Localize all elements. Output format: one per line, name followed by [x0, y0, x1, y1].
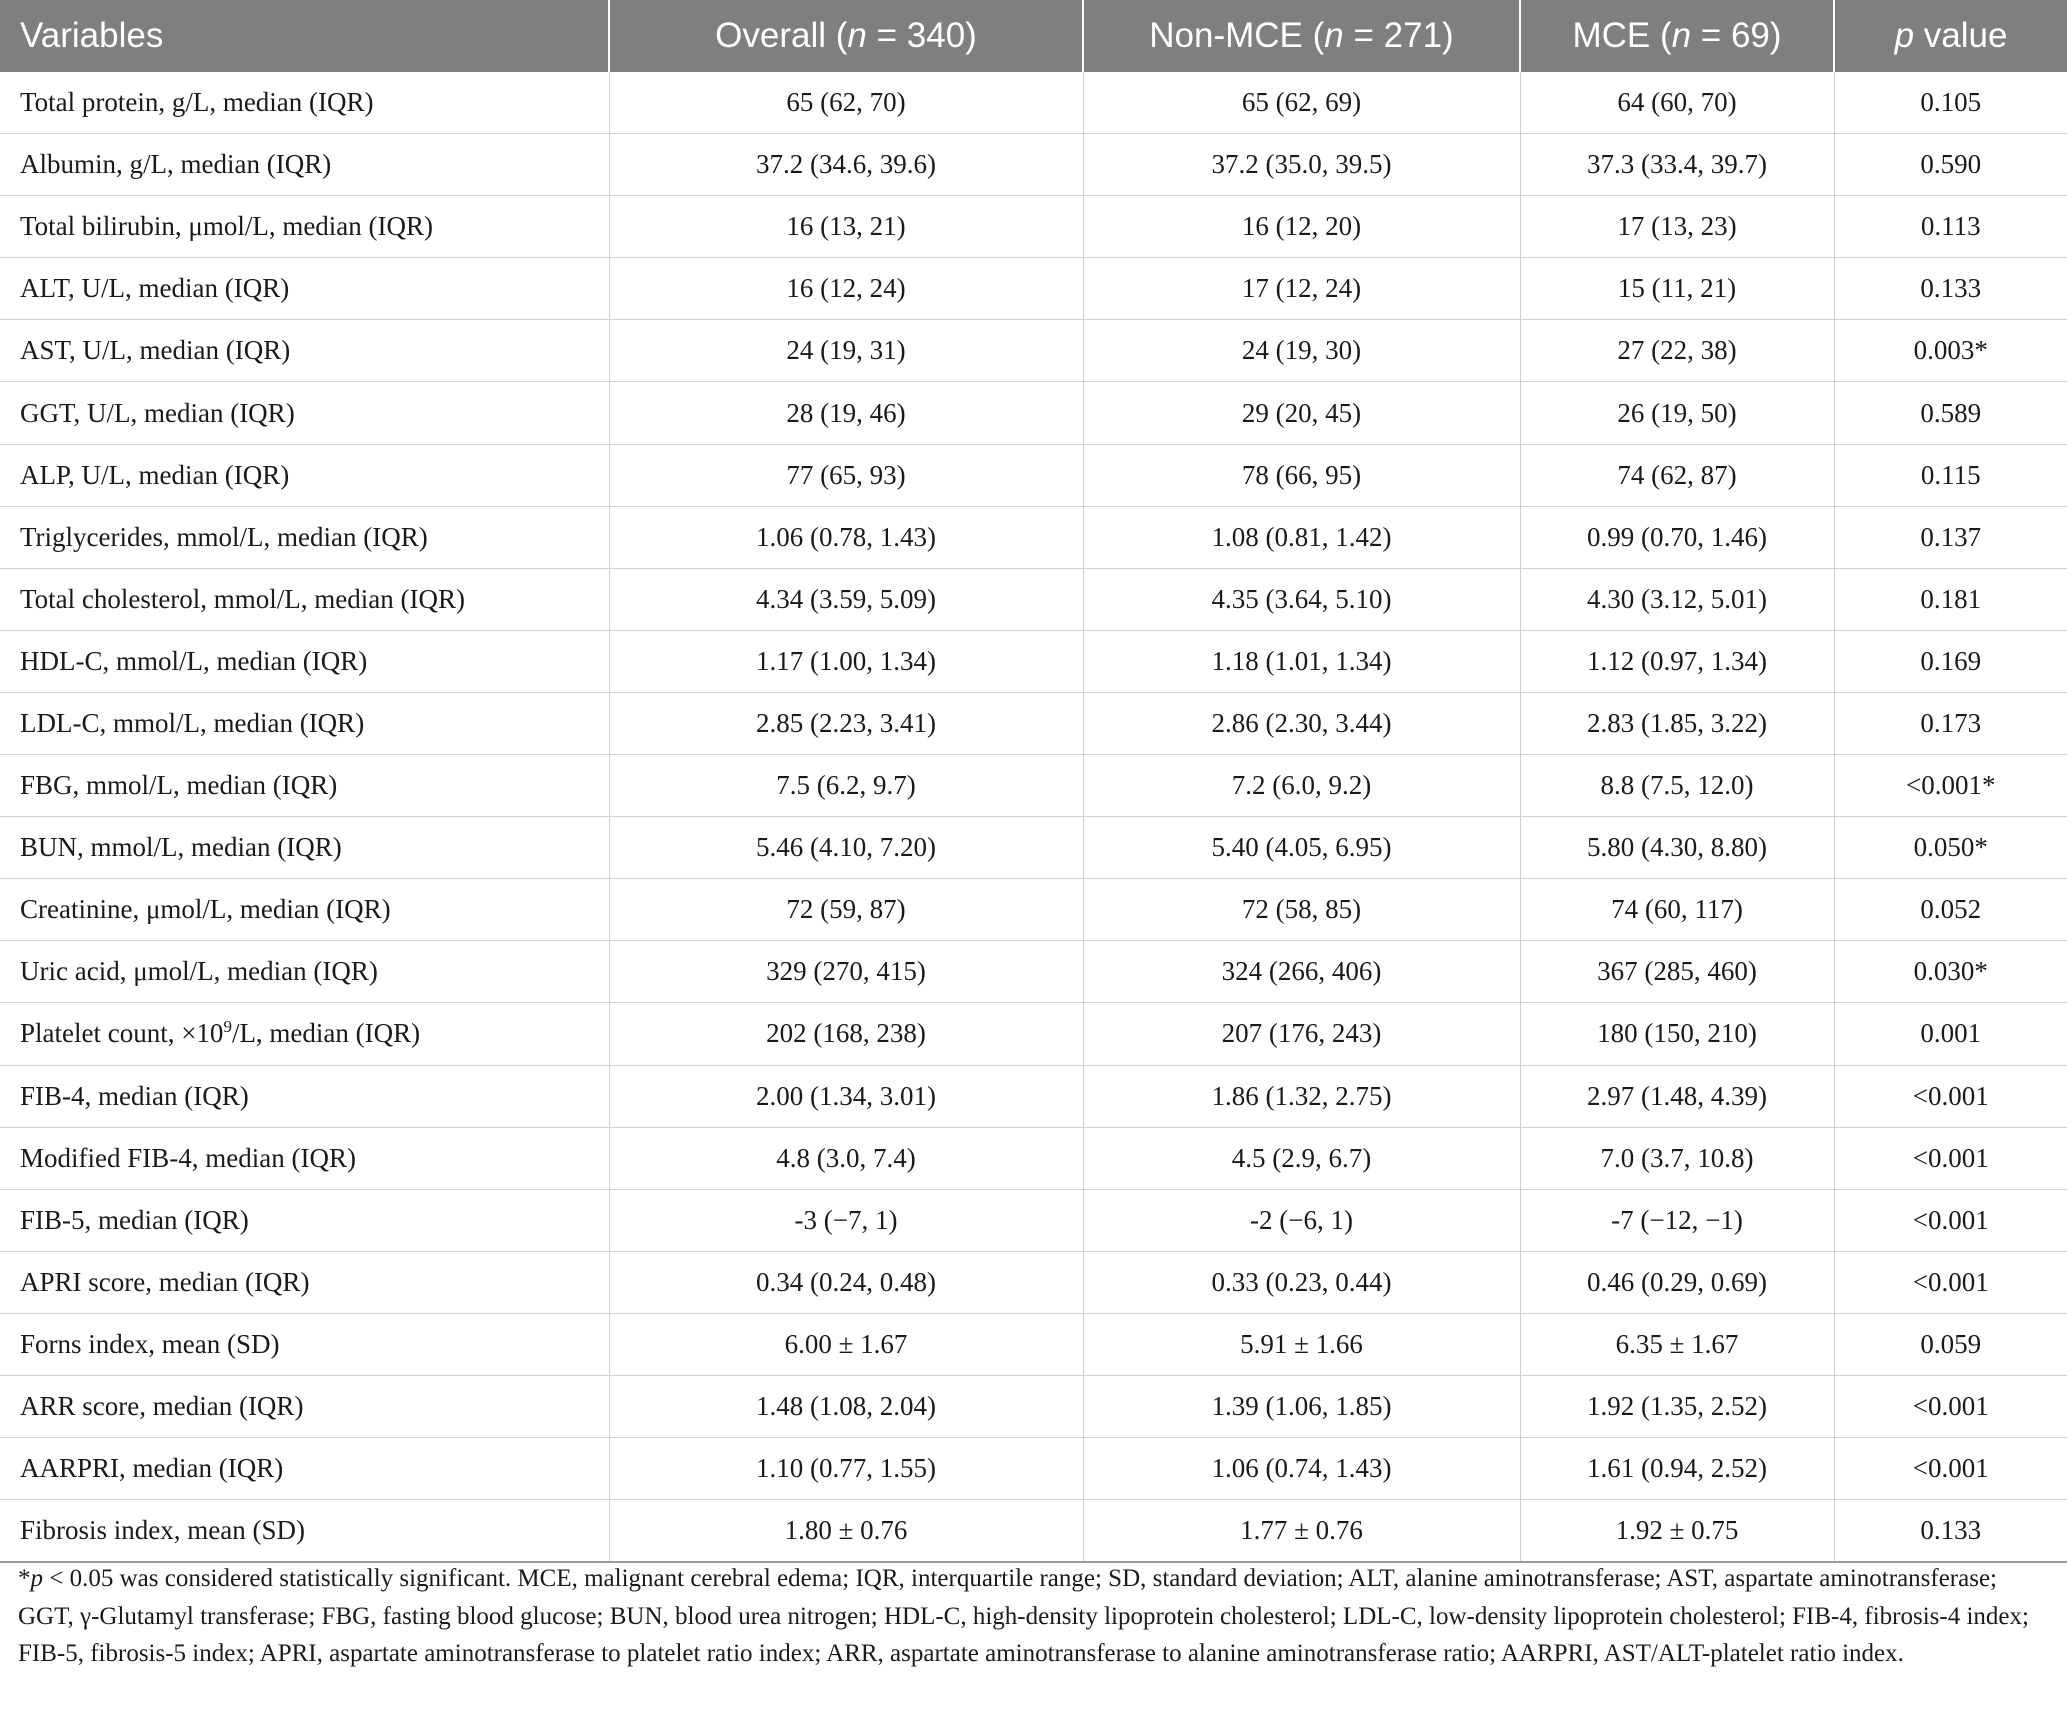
cell-variable [0, 1189, 609, 1251]
table-row [0, 72, 2067, 134]
cell-p-value: <0.001 [1834, 1189, 2067, 1251]
table-header-row [0, 0, 2067, 72]
table-row [0, 1251, 2067, 1313]
cell-mce: 1.12 (0.97, 1.34) [1520, 630, 1834, 692]
header-italic-symbol: n [1324, 16, 1344, 55]
header-text: Variables [20, 16, 164, 55]
header-mce [1520, 0, 1834, 72]
header-variables [0, 0, 609, 72]
cell-mce: 2.97 (1.48, 4.39) [1520, 1065, 1834, 1127]
cell-p-value: 0.589 [1834, 382, 2067, 444]
cell-p-value: 0.133 [1834, 258, 2067, 320]
table-row [0, 444, 2067, 506]
footnote-p-symbol: p [30, 1565, 43, 1592]
variable-label: FBG, mmol/L, median (IQR) [20, 770, 338, 801]
cell-overall: 329 (270, 415) [609, 941, 1083, 1003]
variable-label: Uric acid, μmol/L, median (IQR) [20, 956, 378, 987]
cell-non-mce: 17 (12, 24) [1083, 258, 1520, 320]
cell-variable [0, 692, 609, 754]
cell-p-value: 0.137 [1834, 506, 2067, 568]
header-text: Non-MCE ( [1149, 16, 1325, 55]
cell-overall: 6.00 ± 1.67 [609, 1313, 1083, 1375]
variable-label: ALP, U/L, median (IQR) [20, 459, 290, 490]
cell-overall: 16 (13, 21) [609, 196, 1083, 258]
table-row [0, 879, 2067, 941]
variable-label: FIB-5, median (IQR) [20, 1204, 249, 1235]
cell-overall: 1.48 (1.08, 2.04) [609, 1375, 1083, 1437]
cell-non-mce: 1.77 ± 0.76 [1083, 1500, 1520, 1563]
cell-p-value: 0.181 [1834, 568, 2067, 630]
cell-non-mce: 2.86 (2.30, 3.44) [1083, 692, 1520, 754]
table-row [0, 1375, 2067, 1437]
cell-p-value: <0.001 [1834, 1251, 2067, 1313]
cell-non-mce: 4.35 (3.64, 5.10) [1083, 568, 1520, 630]
table-row [0, 1500, 2067, 1563]
cell-variable [0, 196, 609, 258]
header-italic-symbol: n [1671, 16, 1692, 55]
cell-p-value: <0.001 [1834, 1127, 2067, 1189]
cell-p-value: <0.001* [1834, 755, 2067, 817]
cell-overall: 24 (19, 31) [609, 320, 1083, 382]
cell-non-mce: 207 (176, 243) [1083, 1003, 1520, 1065]
cell-p-value: 0.003* [1834, 320, 2067, 382]
cell-variable [0, 72, 609, 134]
cell-overall: -3 (−7, 1) [609, 1189, 1083, 1251]
cell-non-mce: 29 (20, 45) [1083, 382, 1520, 444]
cell-overall: 4.8 (3.0, 7.4) [609, 1127, 1083, 1189]
cell-mce: 74 (62, 87) [1520, 444, 1834, 506]
table-row [0, 382, 2067, 444]
header-text: = 340) [866, 16, 977, 55]
header-italic-symbol: n [847, 16, 867, 55]
cell-overall: 65 (62, 70) [609, 72, 1083, 134]
variable-label: FIB-4, median (IQR) [20, 1080, 249, 1111]
variable-label: Total cholesterol, mmol/L, median (IQR) [20, 583, 465, 614]
cell-p-value: 0.105 [1834, 72, 2067, 134]
cell-mce: 1.92 ± 0.75 [1520, 1500, 1834, 1563]
header-text: value [1914, 16, 2008, 55]
cell-p-value: 0.169 [1834, 630, 2067, 692]
cell-non-mce: 324 (266, 406) [1083, 941, 1520, 1003]
table-row [0, 320, 2067, 382]
cell-p-value: <0.001 [1834, 1065, 2067, 1127]
header-overall [609, 0, 1083, 72]
cell-mce: 0.99 (0.70, 1.46) [1520, 506, 1834, 568]
variable-label: Forns index, mean (SD) [20, 1328, 280, 1359]
table-row [0, 692, 2067, 754]
variable-label: AST, U/L, median (IQR) [20, 335, 291, 366]
cell-variable [0, 1500, 609, 1563]
cell-p-value: 0.113 [1834, 196, 2067, 258]
cell-non-mce: 7.2 (6.0, 9.2) [1083, 755, 1520, 817]
cell-p-value: <0.001 [1834, 1438, 2067, 1500]
cell-overall: 4.34 (3.59, 5.09) [609, 568, 1083, 630]
cell-non-mce: 1.39 (1.06, 1.85) [1083, 1375, 1520, 1437]
cell-variable [0, 382, 609, 444]
cell-variable [0, 1438, 609, 1500]
cell-p-value: 0.050* [1834, 817, 2067, 879]
header-p-value [1834, 0, 2067, 72]
cell-overall: 2.00 (1.34, 3.01) [609, 1065, 1083, 1127]
variable-label: BUN, mmol/L, median (IQR) [20, 832, 342, 863]
cell-mce: 6.35 ± 1.67 [1520, 1313, 1834, 1375]
table-row [0, 755, 2067, 817]
cell-non-mce: 1.18 (1.01, 1.34) [1083, 630, 1520, 692]
table-row [0, 258, 2067, 320]
table-row [0, 941, 2067, 1003]
cell-variable [0, 1003, 609, 1065]
cell-non-mce: 72 (58, 85) [1083, 879, 1520, 941]
cell-mce: 74 (60, 117) [1520, 879, 1834, 941]
table-row [0, 1127, 2067, 1189]
variable-label: Total protein, g/L, median (IQR) [20, 87, 374, 118]
cell-variable [0, 1375, 609, 1437]
variable-label: LDL-C, mmol/L, median (IQR) [20, 707, 365, 738]
cell-variable [0, 1251, 609, 1313]
cell-non-mce: 1.08 (0.81, 1.42) [1083, 506, 1520, 568]
table-row [0, 1065, 2067, 1127]
cell-p-value: 0.001 [1834, 1003, 2067, 1065]
cell-non-mce: 1.06 (0.74, 1.43) [1083, 1438, 1520, 1500]
cell-non-mce: -2 (−6, 1) [1083, 1189, 1520, 1251]
cell-overall: 37.2 (34.6, 39.6) [609, 134, 1083, 196]
cell-overall: 77 (65, 93) [609, 444, 1083, 506]
table-row [0, 506, 2067, 568]
cell-mce: 1.92 (1.35, 2.52) [1520, 1375, 1834, 1437]
cell-p-value: 0.115 [1834, 444, 2067, 506]
cell-mce: 27 (22, 38) [1520, 320, 1834, 382]
cell-overall: 1.06 (0.78, 1.43) [609, 506, 1083, 568]
cell-overall: 28 (19, 46) [609, 382, 1083, 444]
cell-overall: 72 (59, 87) [609, 879, 1083, 941]
cell-variable [0, 630, 609, 692]
cell-variable [0, 941, 609, 1003]
variable-label: Fibrosis index, mean (SD) [20, 1515, 305, 1546]
cell-variable [0, 1127, 609, 1189]
table-row [0, 817, 2067, 879]
cell-mce: 0.46 (0.29, 0.69) [1520, 1251, 1834, 1313]
variable-label: APRI score, median (IQR) [20, 1266, 310, 1297]
cell-mce: 64 (60, 70) [1520, 72, 1834, 134]
cell-mce: 15 (11, 21) [1520, 258, 1834, 320]
cell-variable [0, 879, 609, 941]
cell-variable [0, 1313, 609, 1375]
variable-label: AARPRI, median (IQR) [20, 1453, 284, 1484]
cell-variable [0, 1065, 609, 1127]
cell-mce: 1.61 (0.94, 2.52) [1520, 1438, 1834, 1500]
header-text: Overall ( [715, 16, 848, 55]
cell-mce: 4.30 (3.12, 5.01) [1520, 568, 1834, 630]
header-text: = 69) [1691, 16, 1782, 55]
table-row [0, 196, 2067, 258]
variable-label: Modified FIB-4, median (IQR) [20, 1142, 356, 1173]
cell-overall: 5.46 (4.10, 7.20) [609, 817, 1083, 879]
table-row [0, 568, 2067, 630]
cell-overall: 0.34 (0.24, 0.48) [609, 1251, 1083, 1313]
footnote-text: < 0.05 was considered statistically significant. MCE, malignant cerebral edema; IQR, interquartile range; SD, standard deviation; ALT, alanine aminotransferase; AST, aspartate aminotransferase; GGT, γ-Glutamyl transferase; FBG, fasting blood glucose; BUN, blood urea nitrogen; HDL-C, high-density lipoprotein cholesterol; LDL-C, low-density lipoprotein cholesterol; FIB-4, fibrosis-4 index; FIB-5, fibrosis-5 index; APRI, aspartate aminotransferase to platelet ratio index; ARR, aspartate aminotransferase to alanine aminotransferase ratio; AARPRI, AST/ALT-platelet ratio index. [18, 1565, 2029, 1667]
variable-label: ARR score, median (IQR) [20, 1391, 304, 1422]
cell-variable [0, 258, 609, 320]
cell-overall: 2.85 (2.23, 3.41) [609, 692, 1083, 754]
cell-mce: 17 (13, 23) [1520, 196, 1834, 258]
cell-non-mce: 37.2 (35.0, 39.5) [1083, 134, 1520, 196]
cell-p-value: 0.059 [1834, 1313, 2067, 1375]
cell-mce: 5.80 (4.30, 8.80) [1520, 817, 1834, 879]
cell-mce: 367 (285, 460) [1520, 941, 1834, 1003]
cell-non-mce: 24 (19, 30) [1083, 320, 1520, 382]
cell-non-mce: 1.86 (1.32, 2.75) [1083, 1065, 1520, 1127]
table-row [0, 1313, 2067, 1375]
cell-p-value: 0.590 [1834, 134, 2067, 196]
table-row [0, 1189, 2067, 1251]
cell-p-value: 0.030* [1834, 941, 2067, 1003]
table-body [0, 72, 2067, 1562]
cell-variable [0, 444, 609, 506]
cell-variable [0, 568, 609, 630]
variable-label: Total bilirubin, μmol/L, median (IQR) [20, 211, 434, 242]
table-footnote [18, 1560, 2038, 1673]
cell-variable [0, 506, 609, 568]
variable-label-suffix: /L, median (IQR) [231, 1018, 421, 1049]
header-italic-symbol: p [1894, 16, 1915, 55]
variable-label: HDL-C, mmol/L, median (IQR) [20, 645, 368, 676]
cell-overall: 1.10 (0.77, 1.55) [609, 1438, 1083, 1500]
footnote-star: * [18, 1565, 31, 1592]
cell-variable [0, 755, 609, 817]
cell-non-mce: 4.5 (2.9, 6.7) [1083, 1127, 1520, 1189]
cell-mce: 8.8 (7.5, 12.0) [1520, 755, 1834, 817]
variable-label: Albumin, g/L, median (IQR) [20, 149, 332, 180]
header-non-mce [1083, 0, 1520, 72]
cell-mce: -7 (−12, −1) [1520, 1189, 1834, 1251]
cell-overall: 1.80 ± 0.76 [609, 1500, 1083, 1563]
cell-non-mce: 5.40 (4.05, 6.95) [1083, 817, 1520, 879]
cell-variable [0, 134, 609, 196]
cell-mce: 7.0 (3.7, 10.8) [1520, 1127, 1834, 1189]
cell-p-value: 0.133 [1834, 1500, 2067, 1563]
cell-mce: 2.83 (1.85, 3.22) [1520, 692, 1834, 754]
variable-label: Triglycerides, mmol/L, median (IQR) [20, 521, 428, 552]
table-row [0, 134, 2067, 196]
cell-overall: 16 (12, 24) [609, 258, 1083, 320]
table-row [0, 630, 2067, 692]
cell-overall: 7.5 (6.2, 9.7) [609, 755, 1083, 817]
cell-non-mce: 78 (66, 95) [1083, 444, 1520, 506]
variable-label-superscript: 9 [223, 1017, 232, 1037]
cell-variable [0, 320, 609, 382]
variable-label: GGT, U/L, median (IQR) [20, 397, 295, 428]
cell-mce: 37.3 (33.4, 39.7) [1520, 134, 1834, 196]
cell-overall: 202 (168, 238) [609, 1003, 1083, 1065]
cell-non-mce: 16 (12, 20) [1083, 196, 1520, 258]
variable-label: Creatinine, μmol/L, median (IQR) [20, 894, 391, 925]
variable-label: ALT, U/L, median (IQR) [20, 273, 290, 304]
cell-non-mce: 5.91 ± 1.66 [1083, 1313, 1520, 1375]
header-text: MCE ( [1572, 16, 1672, 55]
cell-non-mce: 0.33 (0.23, 0.44) [1083, 1251, 1520, 1313]
table-row [0, 1003, 2067, 1065]
cell-p-value: 0.052 [1834, 879, 2067, 941]
cell-overall: 1.17 (1.00, 1.34) [609, 630, 1083, 692]
cell-mce: 180 (150, 210) [1520, 1003, 1834, 1065]
table-row [0, 1438, 2067, 1500]
cell-variable [0, 817, 609, 879]
header-text: = 271) [1343, 16, 1454, 55]
cell-p-value: <0.001 [1834, 1375, 2067, 1437]
cell-mce: 26 (19, 50) [1520, 382, 1834, 444]
cell-non-mce: 65 (62, 69) [1083, 72, 1520, 134]
variable-label: Platelet count, ×10 [20, 1018, 224, 1049]
cell-p-value: 0.173 [1834, 692, 2067, 754]
